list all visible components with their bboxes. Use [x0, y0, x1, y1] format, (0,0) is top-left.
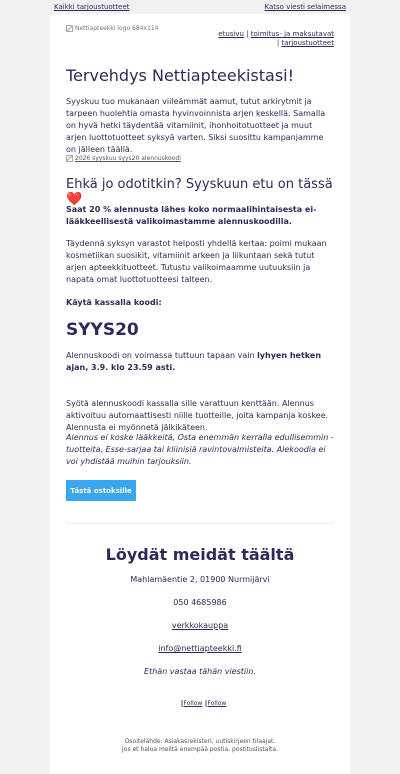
- validity-prefix: Alennuskoodi on voimassa tuttuun tapaan vain: [66, 351, 258, 360]
- broken-image-icon: [66, 25, 73, 32]
- instructions-text: Syötä alennuskoodi kassalla sille varattuun kenttään. Alennus aktivoituu automaattisesti niille tuotteille, joita kampanja koskee. Alennusta ei myönnetä jälkikäteen.: [66, 399, 329, 432]
- nav-shipping-payment-link[interactable]: toimitus- ja maksutavat: [250, 30, 334, 38]
- body-text: Täydennä syksyn varastot helposti yhdellä kertaa: poimi mukaan kosmetiikan suosikit, vitamiinit arkeen ja liikuntaan sekä tutut arjen apteekkituotteet. Tutustu valikoimaamme uutuuksiin ja napata omat luottotuotteesi talteen.: [66, 239, 327, 284]
- footer-source-line: Osoitelähde: Asiakasrekisteri, uutiskirjeen tilaajat.: [124, 738, 276, 745]
- email-link[interactable]: info@nettiapteekki.fi: [158, 644, 242, 653]
- all-offers-link[interactable]: Kaikki tarjoustuotteet: [54, 3, 130, 11]
- follow-alt-text: Follow: [207, 700, 227, 707]
- logo-alt-text: Nettiapteekki logo 684x114: [75, 25, 159, 32]
- broken-image-icon: [181, 700, 183, 707]
- no-reply-note: Ethän vastaa tähän viestiin.: [144, 667, 256, 676]
- nav-offers-link[interactable]: tarjoustuotteet: [281, 39, 334, 47]
- footer-text: [50, 738, 350, 754]
- preheader-bar: [0, 0, 400, 14]
- intro-text: Syyskuu tuo mukanaan viileämmät aamut, tutut arkirytmit ja tarpeen huolehtia omasta hyvinvoinnista arjen keskellä. Samalla on hyvä hetki täydentää vitamiinit, ihonhoitotuotteet ja muut arjen luottotuotteet syksyä varten. Siksi suosittu kampanjamme on jälleen täällä.: [66, 97, 326, 154]
- banner-alt-text: 2026 syyskuu syys20 alennuskoodi: [75, 155, 181, 162]
- page-title: Tervehdys Nettiapteekistasi!: [66, 66, 295, 85]
- shop-now-button[interactable]: Tästä ostoksille: [66, 480, 136, 501]
- campaign-banner-image[interactable]: [66, 155, 181, 162]
- section-title: Ehkä jo odotitkin? Syyskuun etu on tässä ❤️: [66, 177, 333, 207]
- contact-address: Mahlamäentie 2, 01900 Nurmijärvi: [130, 575, 270, 584]
- header-nav: [214, 30, 334, 48]
- email-card: [50, 14, 350, 774]
- footer-unsubscribe-line: Jos et halua meiltä enempää postia, postituslistalta.: [122, 746, 278, 753]
- offer-text: Saat 20 % alennusta lähes koko normaalihintaisesta ei-lääkkeellisestä valikoimastamme alennuskoodilla.: [66, 205, 317, 226]
- code-label: Käytä kassalla koodi:: [66, 298, 162, 307]
- contact-phone: 050 4685986: [173, 598, 227, 607]
- social-follow-link-2[interactable]: [205, 700, 227, 715]
- follow-alt-text: Follow: [183, 700, 203, 707]
- logo-image[interactable]: [66, 25, 158, 32]
- nav-home-link[interactable]: etusivu: [218, 30, 244, 38]
- social-links: [50, 700, 350, 715]
- validity-text: [66, 350, 334, 374]
- nav-separator: |: [243, 30, 251, 38]
- webshop-link[interactable]: verkkokauppa: [171, 621, 229, 630]
- contact-title: Löydät meidät täältä: [105, 545, 295, 564]
- social-follow-link-1[interactable]: [181, 700, 203, 715]
- disclaimer-text: Alennus ei koske lääkkeitä, Osta enemmän kerralla edullisemmin -tuotteita, Esse-sarjaa tai kliinisiä ravintovalmisteita. Alekoodia ei voi yhdistää muihin tarjouksiin.: [66, 433, 334, 466]
- broken-image-icon: [66, 155, 73, 162]
- section-divider: [66, 523, 334, 524]
- nav-separator: |: [276, 39, 282, 47]
- validity-deadline: lyhyen hetken ajan, 3.9. klo 23.59 asti.: [66, 351, 322, 372]
- discount-code: SYYS20: [66, 320, 139, 340]
- broken-image-icon: [205, 700, 207, 707]
- view-in-browser-link[interactable]: Katso viesti selaimessa: [264, 3, 346, 11]
